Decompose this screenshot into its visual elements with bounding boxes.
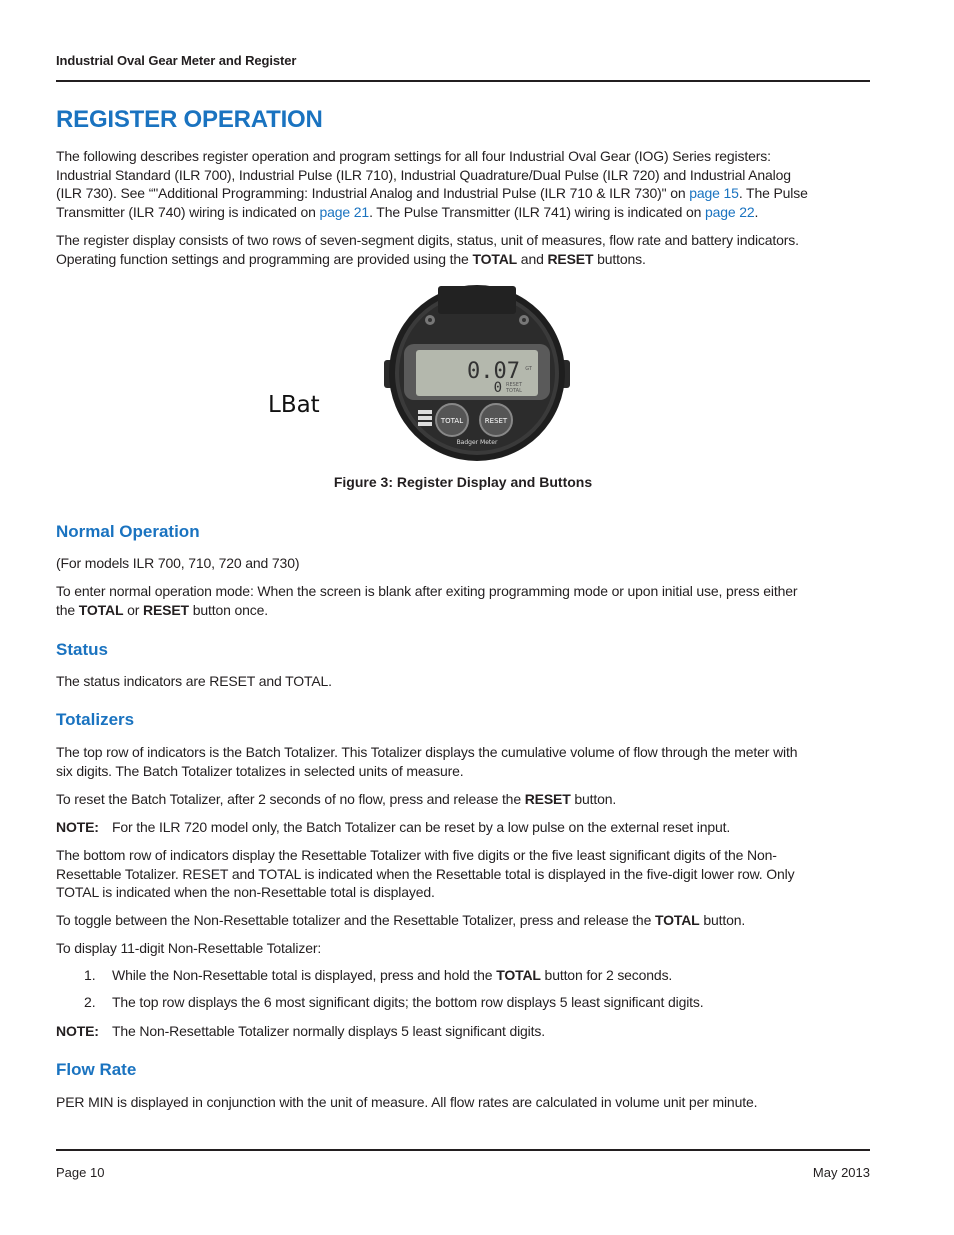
intro-line: (ILR 730). See “"Additional Programming: Industrial Analog and Industrial Pulse (ILR 710 & ILR 730)" on [56,185,690,202]
list-number: 2. [84,994,96,1010]
bold-total: TOTAL [78,601,124,618]
running-header: Industrial Oval Gear Meter and Register [56,53,297,68]
totalizers-paragraph-3 [56,846,870,902]
note-label: NOTE: [56,1023,99,1039]
intro-line: Industrial Standard (ILR 700), Industrial Pulse (ILR 710), Industrial Quadrature/Dual Pulse (ILR 720) and Industrial Analog [56,166,791,183]
intro-line: Transmitter (ILR 740) wiring is indicated on [56,203,320,220]
brand-label: Badger Meter [456,439,498,446]
bold-reset: RESET [524,791,571,807]
heading-status: Status [56,640,108,659]
status-total-label: TOTAL [506,388,522,394]
text-line: TOTAL is indicated when the non-Resettable total is displayed. [56,884,435,901]
totalizers-paragraph-4 [56,911,870,930]
intro-paragraph-2 [56,231,870,268]
text-line: To reset the Batch Totalizer, after 2 seconds of no flow, press and release the [56,791,525,807]
reset-button[interactable] [480,404,512,436]
intro-line: buttons. [593,250,646,267]
screw-slot-icon [428,318,432,322]
top-clip [438,286,516,314]
status-text: The status indicators are RESET and TOTAL. [56,673,332,689]
totalizers-paragraph-2 [56,790,870,809]
text-line: Resettable Totalizer. RESET and TOTAL is indicated when the Resettable total is displayed in the five-digit lower row. Only [56,865,795,882]
text-line: The bottom row of indicators display the Resettable Totalizer with five digits or the five least significant digits of the Non- [56,847,777,863]
heading-normal-operation: Normal Operation [56,522,200,541]
intro-line: . [754,203,759,220]
intro-line: . The Pulse Transmitter (ILR 741) wiring is indicated on [369,203,705,220]
text-line: button. [570,791,617,807]
bold-total: TOTAL [654,912,700,928]
footer-rule [56,1149,870,1151]
page-22-link[interactable]: page 22 [704,203,755,220]
note-text: For the ILR 720 model only, the Batch Totalizer can be reset by a low pulse on the external reset input. [112,819,731,835]
list-item: The top row displays the 6 most significant digits; the bottom row displays 5 least significant digits. [112,994,704,1010]
totalizers-paragraph-5: To display 11-digit Non-Resettable Totalizer: [56,940,322,956]
text-line: or [123,601,144,618]
note-label: NOTE: [56,819,99,835]
total-button-label: TOTAL [440,417,464,425]
intro-line: Operating function settings and programming are provided using the [56,250,473,267]
register-figure [382,280,572,466]
intro-line: . The Pulse [738,185,808,202]
publication-date: May 2013 [812,1165,870,1180]
bold-total: TOTAL [472,250,518,267]
text-line: six digits. The Batch Totalizer totalizes in selected units of measure. [56,762,464,779]
bold-reset: RESET [547,250,594,267]
status-reset-label: RESET [506,382,523,388]
section-title: REGISTER OPERATION [56,106,323,133]
bold-total: TOTAL [496,967,541,983]
text-line: the [56,601,79,618]
list-item [112,967,672,983]
note-2 [56,1022,870,1041]
register-illustration [382,280,572,466]
page-15-link[interactable]: page 15 [689,185,739,202]
total-button[interactable] [436,404,468,436]
list-number: 1. [84,967,96,983]
heading-flow-rate: Flow Rate [56,1060,137,1079]
page-number: Page 10 [56,1165,105,1180]
reset-button-label: RESET [484,417,508,425]
totalizers-paragraph-1 [56,743,870,780]
unit-label: GT [525,366,532,372]
text-line: button once. [188,601,268,618]
display-top-row: 0.07 [467,359,520,384]
badger-logo-icon [418,410,432,426]
flow-rate-text: PER MIN is displayed in conjunction with the unit of measure. All flow rates are calculated in volume unit per minute. [56,1094,758,1110]
display-bottom-row: 0 [493,380,502,396]
normal-operation-text [56,582,870,619]
normal-operation-models: (For models ILR 700, 710, 720 and 730) [56,555,300,571]
intro-line: The register display consists of two rows of seven-segment digits, status, unit of measures, flow rate and battery indicators. [56,232,799,248]
text-line: To toggle between the Non-Resettable totalizer and the Resettable Totalizer, press and release the [56,912,655,928]
figure-caption: Figure 3: Register Display and Buttons [333,474,593,490]
text-line: The top row of indicators is the Batch Totalizer. This Totalizer displays the cumulative volume of flow through the meter with [56,744,798,760]
text-line: While the Non-Resettable total is displayed, press and hold the [112,967,497,983]
heading-totalizers: Totalizers [56,710,135,729]
intro-paragraph-1 [56,147,870,221]
intro-line: and [517,250,548,267]
text-line: button for 2 seconds. [540,967,673,983]
header-rule [56,80,870,82]
text-line: button. [699,912,746,928]
lbat-indicator: LBat [268,392,320,418]
intro-line: The following describes register operation and program settings for all four Industrial Oval Gear (IOG) Series registers: [56,148,771,164]
text-line: To enter normal operation mode: When the screen is blank after exiting programming mode or upon initial use, press either [56,583,798,599]
bold-reset: RESET [143,601,189,618]
page-21-link[interactable]: page 21 [319,203,370,220]
note-text: The Non-Resettable Totalizer normally displays 5 least significant digits. [112,1023,545,1039]
screw-slot-icon [522,318,526,322]
note-1 [56,818,870,837]
